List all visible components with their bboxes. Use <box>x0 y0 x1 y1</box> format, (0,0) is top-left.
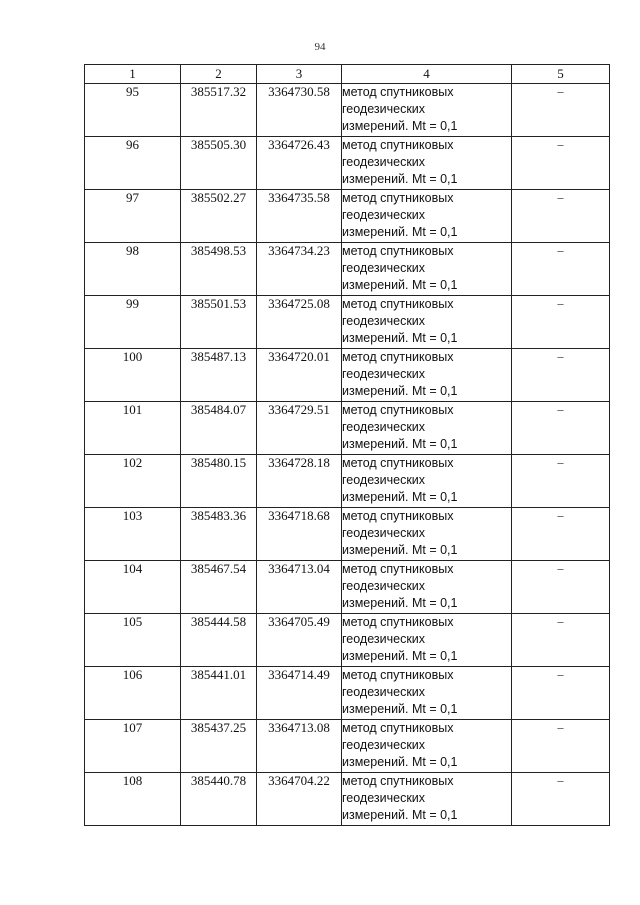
y-coordinate-cell: 3364713.04 <box>257 561 342 614</box>
y-coordinate-cell: 3364730.58 <box>257 84 342 137</box>
table-row <box>85 455 610 508</box>
method-cell <box>342 296 512 349</box>
x-coordinate-cell: 385517.32 <box>181 84 257 137</box>
table-row <box>85 773 610 826</box>
method-line: метод спутниковых <box>342 721 454 735</box>
x-coordinate-cell: 385483.36 <box>181 508 257 561</box>
point-number-cell: 101 <box>85 402 181 455</box>
method-line: измерений. Mt = 0,1 <box>342 119 458 133</box>
point-number-cell: 103 <box>85 508 181 561</box>
table-row <box>85 349 610 402</box>
method-cell <box>342 190 512 243</box>
point-number-cell: 102 <box>85 455 181 508</box>
method-line: геодезических <box>342 314 426 328</box>
point-number-cell: 105 <box>85 614 181 667</box>
method-cell <box>342 243 512 296</box>
method-cell <box>342 455 512 508</box>
point-number-cell: 104 <box>85 561 181 614</box>
x-coordinate-cell: 385444.58 <box>181 614 257 667</box>
x-coordinate-cell: 385441.01 <box>181 667 257 720</box>
method-cell <box>342 614 512 667</box>
point-number-cell: 97 <box>85 190 181 243</box>
y-coordinate-cell: 3364720.01 <box>257 349 342 402</box>
column5-cell: – <box>512 84 610 137</box>
column5-cell: – <box>512 349 610 402</box>
method-line: метод спутниковых <box>342 562 454 576</box>
method-line: метод спутниковых <box>342 668 454 682</box>
y-coordinate-cell: 3364705.49 <box>257 614 342 667</box>
x-coordinate-cell: 385501.53 <box>181 296 257 349</box>
y-coordinate-cell: 3364726.43 <box>257 137 342 190</box>
y-coordinate-cell: 3364734.23 <box>257 243 342 296</box>
table-body <box>85 84 610 826</box>
method-cell <box>342 720 512 773</box>
method-line: измерений. Mt = 0,1 <box>342 437 458 451</box>
column-header: 4 <box>342 65 512 84</box>
table-row <box>85 243 610 296</box>
y-coordinate-cell: 3364704.22 <box>257 773 342 826</box>
method-cell <box>342 667 512 720</box>
table-row <box>85 296 610 349</box>
table-row <box>85 84 610 137</box>
method-cell <box>342 773 512 826</box>
method-line: измерений. Mt = 0,1 <box>342 331 458 345</box>
table-row <box>85 402 610 455</box>
method-cell <box>342 508 512 561</box>
method-cell <box>342 349 512 402</box>
method-line: измерений. Mt = 0,1 <box>342 543 458 557</box>
table-row <box>85 561 610 614</box>
method-line: геодезических <box>342 632 426 646</box>
column5-cell: – <box>512 561 610 614</box>
method-cell <box>342 84 512 137</box>
method-line: геодезических <box>342 208 426 222</box>
column5-cell: – <box>512 773 610 826</box>
column5-cell: – <box>512 296 610 349</box>
point-number-cell: 107 <box>85 720 181 773</box>
method-line: метод спутниковых <box>342 774 454 788</box>
method-line: метод спутниковых <box>342 456 454 470</box>
method-line: геодезических <box>342 738 426 752</box>
table-row <box>85 667 610 720</box>
column5-cell: – <box>512 667 610 720</box>
method-line: измерений. Mt = 0,1 <box>342 808 458 822</box>
column-header: 1 <box>85 65 181 84</box>
method-line: геодезических <box>342 579 426 593</box>
method-line: метод спутниковых <box>342 191 454 205</box>
column5-cell: – <box>512 137 610 190</box>
x-coordinate-cell: 385505.30 <box>181 137 257 190</box>
table-header-row <box>85 65 610 84</box>
method-cell <box>342 561 512 614</box>
method-line: метод спутниковых <box>342 85 454 99</box>
x-coordinate-cell: 385487.13 <box>181 349 257 402</box>
column5-cell: – <box>512 402 610 455</box>
column5-cell: – <box>512 720 610 773</box>
method-line: геодезических <box>342 102 426 116</box>
x-coordinate-cell: 385467.54 <box>181 561 257 614</box>
method-line: измерений. Mt = 0,1 <box>342 490 458 504</box>
x-coordinate-cell: 385502.27 <box>181 190 257 243</box>
point-number-cell: 96 <box>85 137 181 190</box>
coordinates-table <box>84 64 610 826</box>
y-coordinate-cell: 3364729.51 <box>257 402 342 455</box>
point-number-cell: 108 <box>85 773 181 826</box>
method-line: геодезических <box>342 526 426 540</box>
method-line: метод спутниковых <box>342 403 454 417</box>
method-line: метод спутниковых <box>342 138 454 152</box>
column5-cell: – <box>512 243 610 296</box>
point-number-cell: 98 <box>85 243 181 296</box>
method-cell <box>342 402 512 455</box>
column-header: 5 <box>512 65 610 84</box>
table-row <box>85 614 610 667</box>
column-header: 2 <box>181 65 257 84</box>
table-row <box>85 190 610 243</box>
x-coordinate-cell: 385437.25 <box>181 720 257 773</box>
method-line: метод спутниковых <box>342 244 454 258</box>
column5-cell: – <box>512 614 610 667</box>
method-line: измерений. Mt = 0,1 <box>342 172 458 186</box>
method-line: геодезических <box>342 420 426 434</box>
y-coordinate-cell: 3364713.08 <box>257 720 342 773</box>
y-coordinate-cell: 3364718.68 <box>257 508 342 561</box>
method-line: геодезических <box>342 473 426 487</box>
method-line: измерений. Mt = 0,1 <box>342 384 458 398</box>
method-line: геодезических <box>342 261 426 275</box>
y-coordinate-cell: 3364725.08 <box>257 296 342 349</box>
method-line: измерений. Mt = 0,1 <box>342 596 458 610</box>
method-line: измерений. Mt = 0,1 <box>342 278 458 292</box>
table-row <box>85 508 610 561</box>
method-line: геодезических <box>342 367 426 381</box>
point-number-cell: 99 <box>85 296 181 349</box>
table-row <box>85 720 610 773</box>
method-line: измерений. Mt = 0,1 <box>342 225 458 239</box>
method-line: геодезических <box>342 685 426 699</box>
column5-cell: – <box>512 455 610 508</box>
method-line: метод спутниковых <box>342 615 454 629</box>
method-line: метод спутниковых <box>342 297 454 311</box>
point-number-cell: 106 <box>85 667 181 720</box>
column5-cell: – <box>512 508 610 561</box>
x-coordinate-cell: 385498.53 <box>181 243 257 296</box>
method-line: измерений. Mt = 0,1 <box>342 702 458 716</box>
method-line: геодезических <box>342 155 426 169</box>
column-header: 3 <box>257 65 342 84</box>
method-line: геодезических <box>342 791 426 805</box>
column5-cell: – <box>512 190 610 243</box>
point-number-cell: 95 <box>85 84 181 137</box>
table-row <box>85 137 610 190</box>
method-line: метод спутниковых <box>342 509 454 523</box>
method-line: измерений. Mt = 0,1 <box>342 649 458 663</box>
page-number: 94 <box>314 41 326 53</box>
method-line: измерений. Mt = 0,1 <box>342 755 458 769</box>
y-coordinate-cell: 3364714.49 <box>257 667 342 720</box>
x-coordinate-cell: 385484.07 <box>181 402 257 455</box>
method-cell <box>342 137 512 190</box>
method-line: метод спутниковых <box>342 350 454 364</box>
point-number-cell: 100 <box>85 349 181 402</box>
y-coordinate-cell: 3364728.18 <box>257 455 342 508</box>
y-coordinate-cell: 3364735.58 <box>257 190 342 243</box>
x-coordinate-cell: 385480.15 <box>181 455 257 508</box>
x-coordinate-cell: 385440.78 <box>181 773 257 826</box>
